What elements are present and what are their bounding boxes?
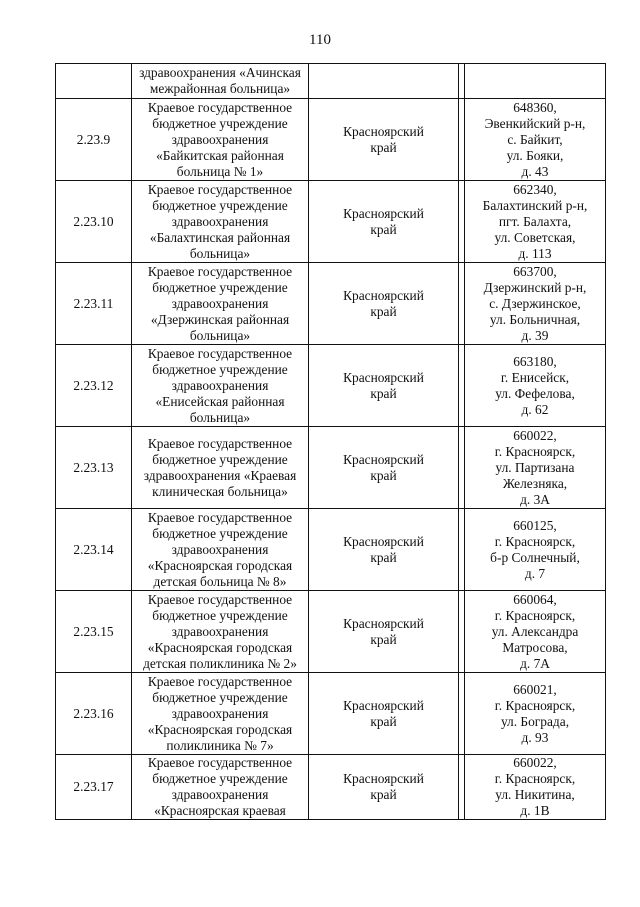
number-cell: 2.23.15 bbox=[56, 591, 132, 673]
organization-name-cell bbox=[132, 99, 309, 181]
organization-name-line: больница» bbox=[189, 245, 251, 261]
address-line: ул. Бограда, bbox=[500, 713, 570, 729]
number-cell: 2.23.16 bbox=[56, 673, 132, 755]
address-line: г. Красноярск, bbox=[494, 443, 576, 459]
organization-name-line: здравоохранения «Ачинская bbox=[139, 65, 301, 80]
region-line: край bbox=[370, 303, 397, 319]
address-cell bbox=[465, 673, 606, 755]
address-line: г. Красноярск, bbox=[494, 771, 576, 786]
region-cell bbox=[309, 673, 459, 755]
region-line: край bbox=[370, 787, 397, 802]
address-cell bbox=[465, 181, 606, 263]
address-line: 660064, bbox=[513, 591, 557, 607]
region-cell bbox=[309, 509, 459, 591]
region-line: край bbox=[370, 139, 397, 155]
organization-name-line: «Байкитская районная bbox=[156, 147, 284, 163]
organization-name-cell bbox=[132, 345, 309, 427]
region-cell bbox=[309, 263, 459, 345]
organization-name-line: Краевое государственное bbox=[147, 509, 293, 525]
organization-name-cell bbox=[132, 673, 309, 755]
table-row bbox=[56, 427, 606, 509]
address-line: д. 39 bbox=[521, 327, 549, 343]
number-cell: 2.23.9 bbox=[56, 99, 132, 181]
table-row bbox=[56, 345, 606, 427]
organization-name-cell bbox=[132, 64, 309, 99]
organization-name-line: здравоохранения bbox=[171, 623, 269, 639]
region-line: Красноярский bbox=[343, 205, 424, 221]
address-line: д. 93 bbox=[521, 729, 549, 745]
address-line: 663700, bbox=[513, 263, 557, 279]
table-row bbox=[56, 99, 606, 181]
region-cell bbox=[309, 755, 459, 820]
region-line: Красноярский bbox=[343, 771, 424, 786]
organization-name-line: поликлиника № 7» bbox=[166, 737, 274, 753]
address-line: ул. Партизана bbox=[495, 459, 575, 475]
address-line: ул. Никитина, bbox=[495, 787, 575, 802]
region-line: Красноярский bbox=[343, 369, 424, 385]
organization-name-line: бюджетное учреждение bbox=[152, 771, 288, 786]
address-line: 663180, bbox=[513, 353, 557, 369]
address-line: д. 1В bbox=[520, 803, 550, 818]
region-line: Красноярский bbox=[343, 533, 424, 549]
region-line: край bbox=[370, 549, 397, 565]
organization-name-line: бюджетное учреждение bbox=[152, 361, 288, 377]
address-line: ул. Александра bbox=[491, 623, 579, 639]
organization-name-line: бюджетное учреждение bbox=[152, 689, 288, 705]
organization-name-line: Краевое государственное bbox=[147, 591, 293, 607]
organization-name-cell bbox=[132, 181, 309, 263]
organization-name-line: Краевое государственное bbox=[147, 673, 293, 689]
organization-name-line: Краевое государственное bbox=[147, 99, 293, 115]
organization-name-line: бюджетное учреждение bbox=[152, 197, 288, 213]
organization-name-cell bbox=[132, 427, 309, 509]
address-line: Дзержинский р-н, bbox=[483, 279, 587, 295]
organization-name-line: Краевое государственное bbox=[147, 263, 293, 279]
address-cell bbox=[465, 509, 606, 591]
organization-name-line: «Красноярская городская bbox=[147, 721, 293, 737]
organization-name-line: детская поликлиника № 2» bbox=[143, 655, 297, 671]
organization-name-line: «Красноярская городская bbox=[147, 639, 293, 655]
region-line: край bbox=[370, 385, 397, 401]
organization-name-line: межрайонная больница» bbox=[149, 81, 291, 96]
table-row bbox=[56, 181, 606, 263]
address-line: д. 3А bbox=[520, 491, 550, 507]
region-cell bbox=[309, 427, 459, 509]
address-line: д. 7А bbox=[520, 655, 550, 671]
region-cell bbox=[309, 99, 459, 181]
organization-name-cell bbox=[132, 509, 309, 591]
number-cell: 2.23.17 bbox=[56, 755, 132, 820]
address-line: Железняка, bbox=[502, 475, 568, 491]
region-cell bbox=[309, 64, 459, 99]
region-line: Красноярский bbox=[343, 123, 424, 139]
organization-name-line: больница» bbox=[189, 327, 251, 343]
organization-name-cell bbox=[132, 591, 309, 673]
organization-name-line: бюджетное учреждение bbox=[152, 607, 288, 623]
region-line: Красноярский bbox=[343, 451, 424, 467]
page-number: 110 bbox=[309, 32, 331, 48]
address-line: ул. Бояки, bbox=[506, 147, 564, 163]
address-cell bbox=[465, 263, 606, 345]
table-row bbox=[56, 755, 606, 820]
address-line: с. Байкит, bbox=[507, 131, 563, 147]
address-line: д. 7 bbox=[524, 565, 546, 581]
number-cell: 2.23.14 bbox=[56, 509, 132, 591]
organization-name-line: здравоохранения bbox=[171, 131, 269, 147]
address-line: г. Красноярск, bbox=[494, 607, 576, 623]
organization-name-line: «Красноярская городская bbox=[147, 557, 293, 573]
organization-name-line: Краевое государственное bbox=[147, 345, 293, 361]
address-line: г. Красноярск, bbox=[494, 533, 576, 549]
address-cell bbox=[465, 427, 606, 509]
address-line: ул. Больничная, bbox=[489, 311, 581, 327]
table-row bbox=[56, 263, 606, 345]
table-row bbox=[56, 673, 606, 755]
address-cell bbox=[465, 64, 606, 99]
address-line: 660125, bbox=[513, 517, 557, 533]
number-cell bbox=[56, 64, 132, 99]
registry-table bbox=[55, 63, 606, 820]
table-row-continuation bbox=[56, 64, 606, 99]
organization-name-line: больница № 1» bbox=[176, 163, 264, 179]
address-line: Балахтинский р-н, bbox=[482, 197, 588, 213]
organization-name-line: здравоохранения bbox=[171, 213, 269, 229]
organization-name-line: бюджетное учреждение bbox=[152, 279, 288, 295]
address-cell bbox=[465, 99, 606, 181]
region-line: Красноярский bbox=[343, 287, 424, 303]
organization-name-line: детская больница № 8» bbox=[153, 573, 287, 589]
organization-name-line: здравоохранения bbox=[171, 705, 269, 721]
organization-name-line: «Красноярская краевая bbox=[154, 803, 286, 818]
address-cell bbox=[465, 591, 606, 673]
organization-name-cell bbox=[132, 263, 309, 345]
organization-name-line: бюджетное учреждение bbox=[152, 525, 288, 541]
table-row bbox=[56, 509, 606, 591]
address-line: д. 113 bbox=[518, 245, 552, 261]
organization-name-line: здравоохранения bbox=[171, 377, 269, 393]
organization-name-line: здравоохранения «Краевая bbox=[143, 467, 297, 483]
organization-name-line: больница» bbox=[189, 409, 251, 425]
organization-name-line: клиническая больница» bbox=[152, 483, 288, 499]
organization-name-line: Краевое государственное bbox=[147, 755, 293, 770]
number-cell: 2.23.12 bbox=[56, 345, 132, 427]
organization-name-line: «Дзержинская районная bbox=[150, 311, 290, 327]
address-cell bbox=[465, 755, 606, 820]
address-line: пгт. Балахта, bbox=[498, 213, 572, 229]
address-line: г. Енисейск, bbox=[500, 369, 570, 385]
organization-name-line: бюджетное учреждение bbox=[152, 451, 288, 467]
address-line: 660022, bbox=[513, 755, 557, 770]
organization-name-line: бюджетное учреждение bbox=[152, 115, 288, 131]
address-line: ул. Фефелова, bbox=[495, 385, 575, 401]
region-line: Красноярский bbox=[343, 697, 424, 713]
address-line: г. Красноярск, bbox=[494, 697, 576, 713]
organization-name-line: Краевое государственное bbox=[147, 181, 293, 197]
region-cell bbox=[309, 181, 459, 263]
organization-name-line: здравоохранения bbox=[171, 295, 269, 311]
region-line: Красноярский bbox=[343, 615, 424, 631]
address-line: Эвенкийский р-н, bbox=[484, 115, 586, 131]
number-cell: 2.23.10 bbox=[56, 181, 132, 263]
region-cell bbox=[309, 591, 459, 673]
organization-name-line: здравоохранения bbox=[171, 541, 269, 557]
address-line: д. 43 bbox=[521, 163, 549, 179]
address-line: б-р Солнечный, bbox=[490, 549, 580, 565]
address-line: 648360, bbox=[513, 99, 557, 115]
number-cell: 2.23.13 bbox=[56, 427, 132, 509]
address-line: Матросова, bbox=[502, 639, 568, 655]
address-line: 660021, bbox=[513, 681, 557, 697]
table-row bbox=[56, 591, 606, 673]
region-line: край bbox=[370, 631, 397, 647]
address-line: д. 62 bbox=[521, 401, 549, 417]
organization-name-cell bbox=[132, 755, 309, 820]
address-line: с. Дзержинское, bbox=[489, 295, 581, 311]
organization-name-line: «Енисейская районная bbox=[155, 393, 285, 409]
organization-name-line: Краевое государственное bbox=[147, 435, 293, 451]
region-line: край bbox=[370, 221, 397, 237]
address-line: ул. Советская, bbox=[494, 229, 576, 245]
region-line: край bbox=[370, 467, 397, 483]
address-cell bbox=[465, 345, 606, 427]
number-cell: 2.23.11 bbox=[56, 263, 132, 345]
region-cell bbox=[309, 345, 459, 427]
address-line: 662340, bbox=[513, 181, 557, 197]
organization-name-line: «Балахтинская районная bbox=[149, 229, 291, 245]
address-line: 660022, bbox=[513, 427, 557, 443]
registry-body bbox=[56, 64, 606, 820]
region-line: край bbox=[370, 713, 397, 729]
organization-name-line: здравоохранения bbox=[171, 787, 269, 802]
